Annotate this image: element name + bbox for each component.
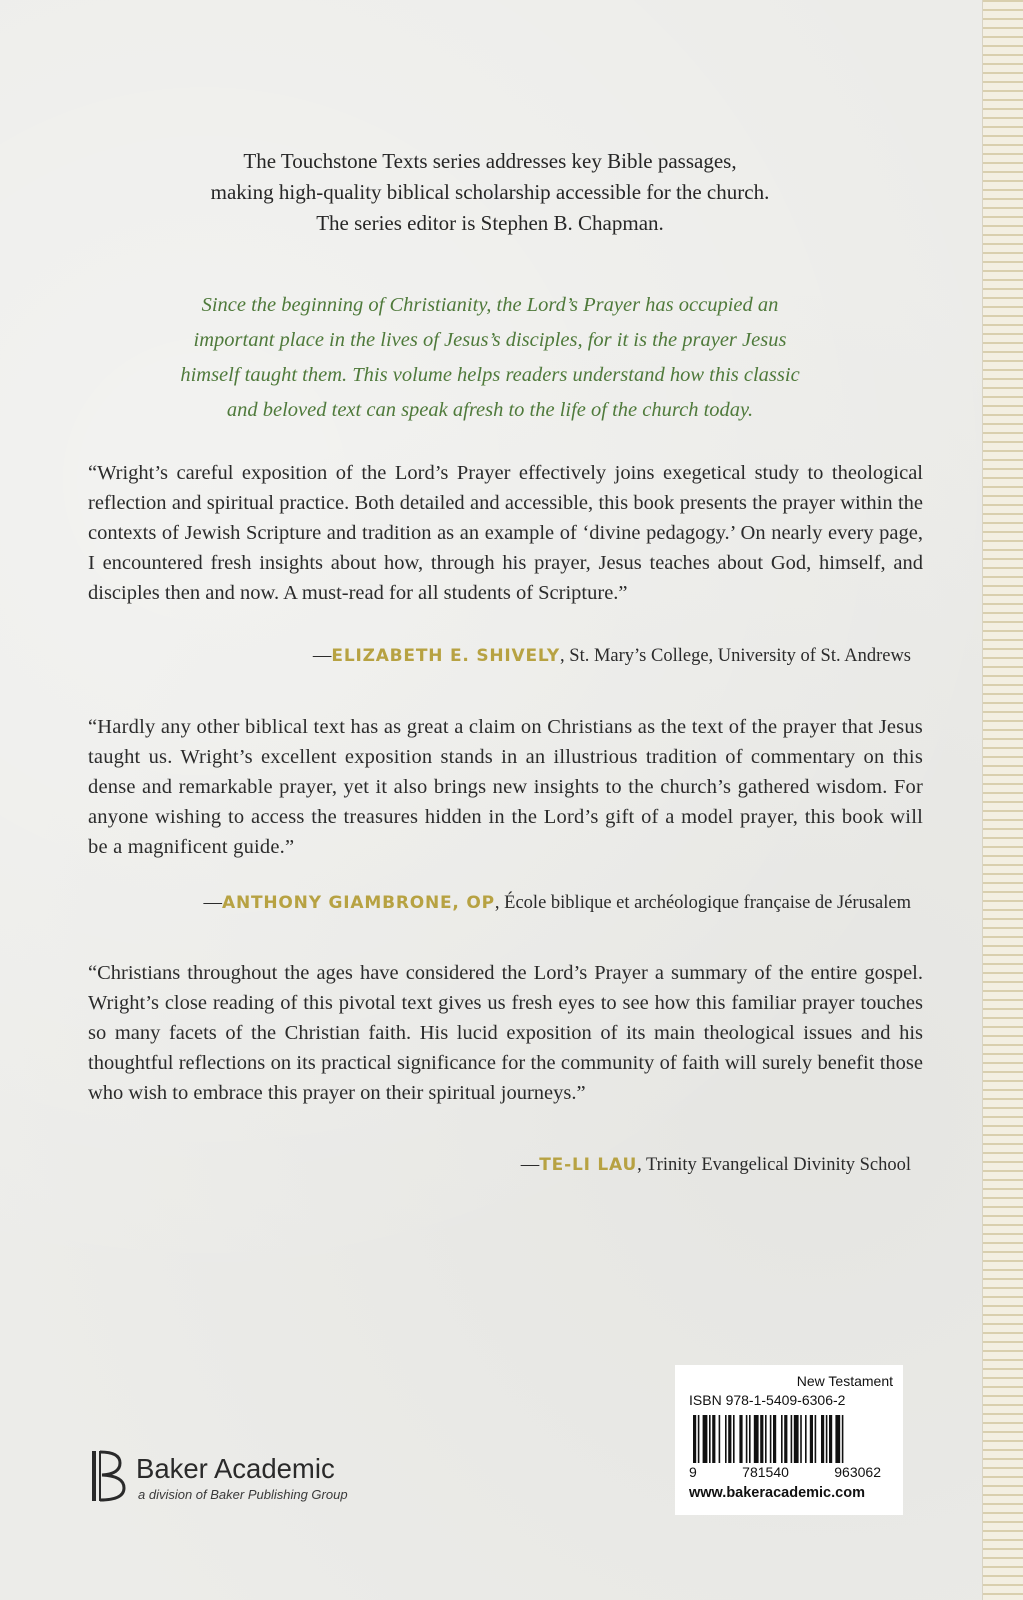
endorsement-attribution xyxy=(313,646,911,667)
endorsement-attribution xyxy=(521,1155,911,1176)
barcode-bar xyxy=(773,1415,776,1463)
endorsement-quote: “Hardly any other biblical text has as great a claim on Christians as the text of the prayer that Jesus taught us. Wright’s excellent exposition stands in an illustrious tradition of commentary on this dense and remarkable prayer, yet it also brings new insights to the church’s gathered wisdom. For anyone wishing to access the treasures hidden in the Lord’s gift of a model prayer, this book will be a magnificent guide.” xyxy=(88,716,923,858)
barcode-bar xyxy=(800,1415,802,1463)
attribution-dash: — xyxy=(520,1155,540,1175)
teaser-line: important place in the lives of Jesus’s disciples, for it is the prayer Jesus xyxy=(193,329,787,351)
book-teaser xyxy=(110,288,870,428)
endorser-affiliation: , École biblique et archéologique française de Jérusalem xyxy=(494,893,911,913)
publisher-url: www.bakeracademic.com xyxy=(689,1485,865,1501)
endorsement-quote: “Wright’s careful exposition of the Lord’s Prayer effectively joins exegetical study to theological reflection and spiritual practice. Both detailed and accessible, this book presents the prayer within the contexts of Jewish Scripture and tradition as an example of ‘divine pedagogy.’ On nearly every page, I encountered fresh insights about how, through his prayer, Jesus teaches about God, himself, and disciples then and now. A must-read for all students of Scripture.” xyxy=(88,462,923,604)
barcode-bar xyxy=(826,1415,828,1463)
teaser-line: himself taught them. This volume helps readers understand how this classic xyxy=(180,364,800,386)
barcode-panel xyxy=(675,1365,903,1515)
barcode-digit-group: 963062 xyxy=(834,1464,881,1480)
endorsement-attribution xyxy=(204,893,911,914)
teaser-line: and beloved text can speak afresh to the life of the church today. xyxy=(226,399,754,421)
teaser-line: Since the beginning of Christianity, the Lord’s Prayer has occupied an xyxy=(201,294,779,316)
barcode-bar xyxy=(835,1415,840,1463)
barcode-bar xyxy=(815,1415,817,1463)
endorser-name: ELIZABETH E. SHIVELY xyxy=(331,646,561,666)
barcode-bar xyxy=(791,1415,793,1463)
barcode-bar xyxy=(712,1415,715,1463)
barcode-bar xyxy=(746,1415,748,1463)
series-description xyxy=(110,146,870,239)
barcode-digits xyxy=(689,1464,881,1481)
barcode-bar xyxy=(770,1415,772,1463)
series-line: The Touchstone Texts series addresses key Bible passages, xyxy=(243,149,737,173)
barcode-bar xyxy=(703,1415,708,1463)
publisher-subtitle: a division of Baker Publishing Group xyxy=(138,1487,348,1502)
series-line: The series editor is Stephen B. Chapman. xyxy=(316,211,664,235)
barcode-graphic xyxy=(689,1415,889,1463)
barcode-bar xyxy=(765,1415,767,1463)
baker-b-logo-icon xyxy=(88,1447,128,1505)
barcode-bar xyxy=(781,1415,783,1463)
attribution-dash: — xyxy=(312,646,332,666)
isbn-number: ISBN 978-1-5409-6306-2 xyxy=(689,1392,846,1408)
endorser-affiliation: , Trinity Evangelical Divinity School xyxy=(637,1155,911,1175)
barcode-digit-group: 781540 xyxy=(742,1464,789,1480)
spine-edge xyxy=(982,0,1023,1600)
barcode-bar xyxy=(829,1415,832,1463)
endorsement-quote: “Christians throughout the ages have considered the Lord’s Prayer a summary of the entire gospel. Wright’s close reading of this pivotal text gives us fresh eyes to see how this familiar prayer touches so many facets of the Christian faith. His lucid exposition of its main theological issues and his thoughtful reflections on its practical significance for the community of faith will surely benefit those who wish to embrace this prayer on their spiritual journeys.” xyxy=(88,962,923,1104)
barcode-bar xyxy=(794,1415,799,1463)
book-category: New Testament xyxy=(796,1373,893,1389)
barcode-bar xyxy=(733,1415,735,1463)
barcode-bar xyxy=(709,1415,711,1463)
endorser-affiliation: , St. Mary’s College, University of St. Andrews xyxy=(560,646,911,666)
endorser-name: ANTHONY GIAMBRONE, OP xyxy=(222,893,495,913)
barcode-bar xyxy=(784,1415,787,1463)
barcode-digit-group: 9 xyxy=(689,1464,697,1480)
barcode-bar xyxy=(725,1415,727,1463)
barcode-bar xyxy=(749,1415,751,1463)
barcode-bar xyxy=(754,1415,759,1463)
barcode-bar xyxy=(810,1415,813,1463)
barcode-bar xyxy=(698,1415,700,1463)
barcode-bar xyxy=(842,1415,844,1463)
barcode-bar xyxy=(805,1415,807,1463)
barcode-bar xyxy=(719,1415,721,1463)
barcode-bar xyxy=(760,1415,763,1463)
series-line: making high-quality biblical scholarship accessible for the church. xyxy=(210,180,770,204)
barcode-bar xyxy=(728,1415,731,1463)
barcode-bar xyxy=(693,1415,696,1463)
barcode-bar xyxy=(739,1415,742,1463)
publisher-name: Baker Academic xyxy=(136,1453,335,1484)
endorser-name: TE-LI LAU xyxy=(539,1155,638,1175)
barcode-bar xyxy=(821,1415,824,1463)
attribution-dash: — xyxy=(203,893,223,913)
